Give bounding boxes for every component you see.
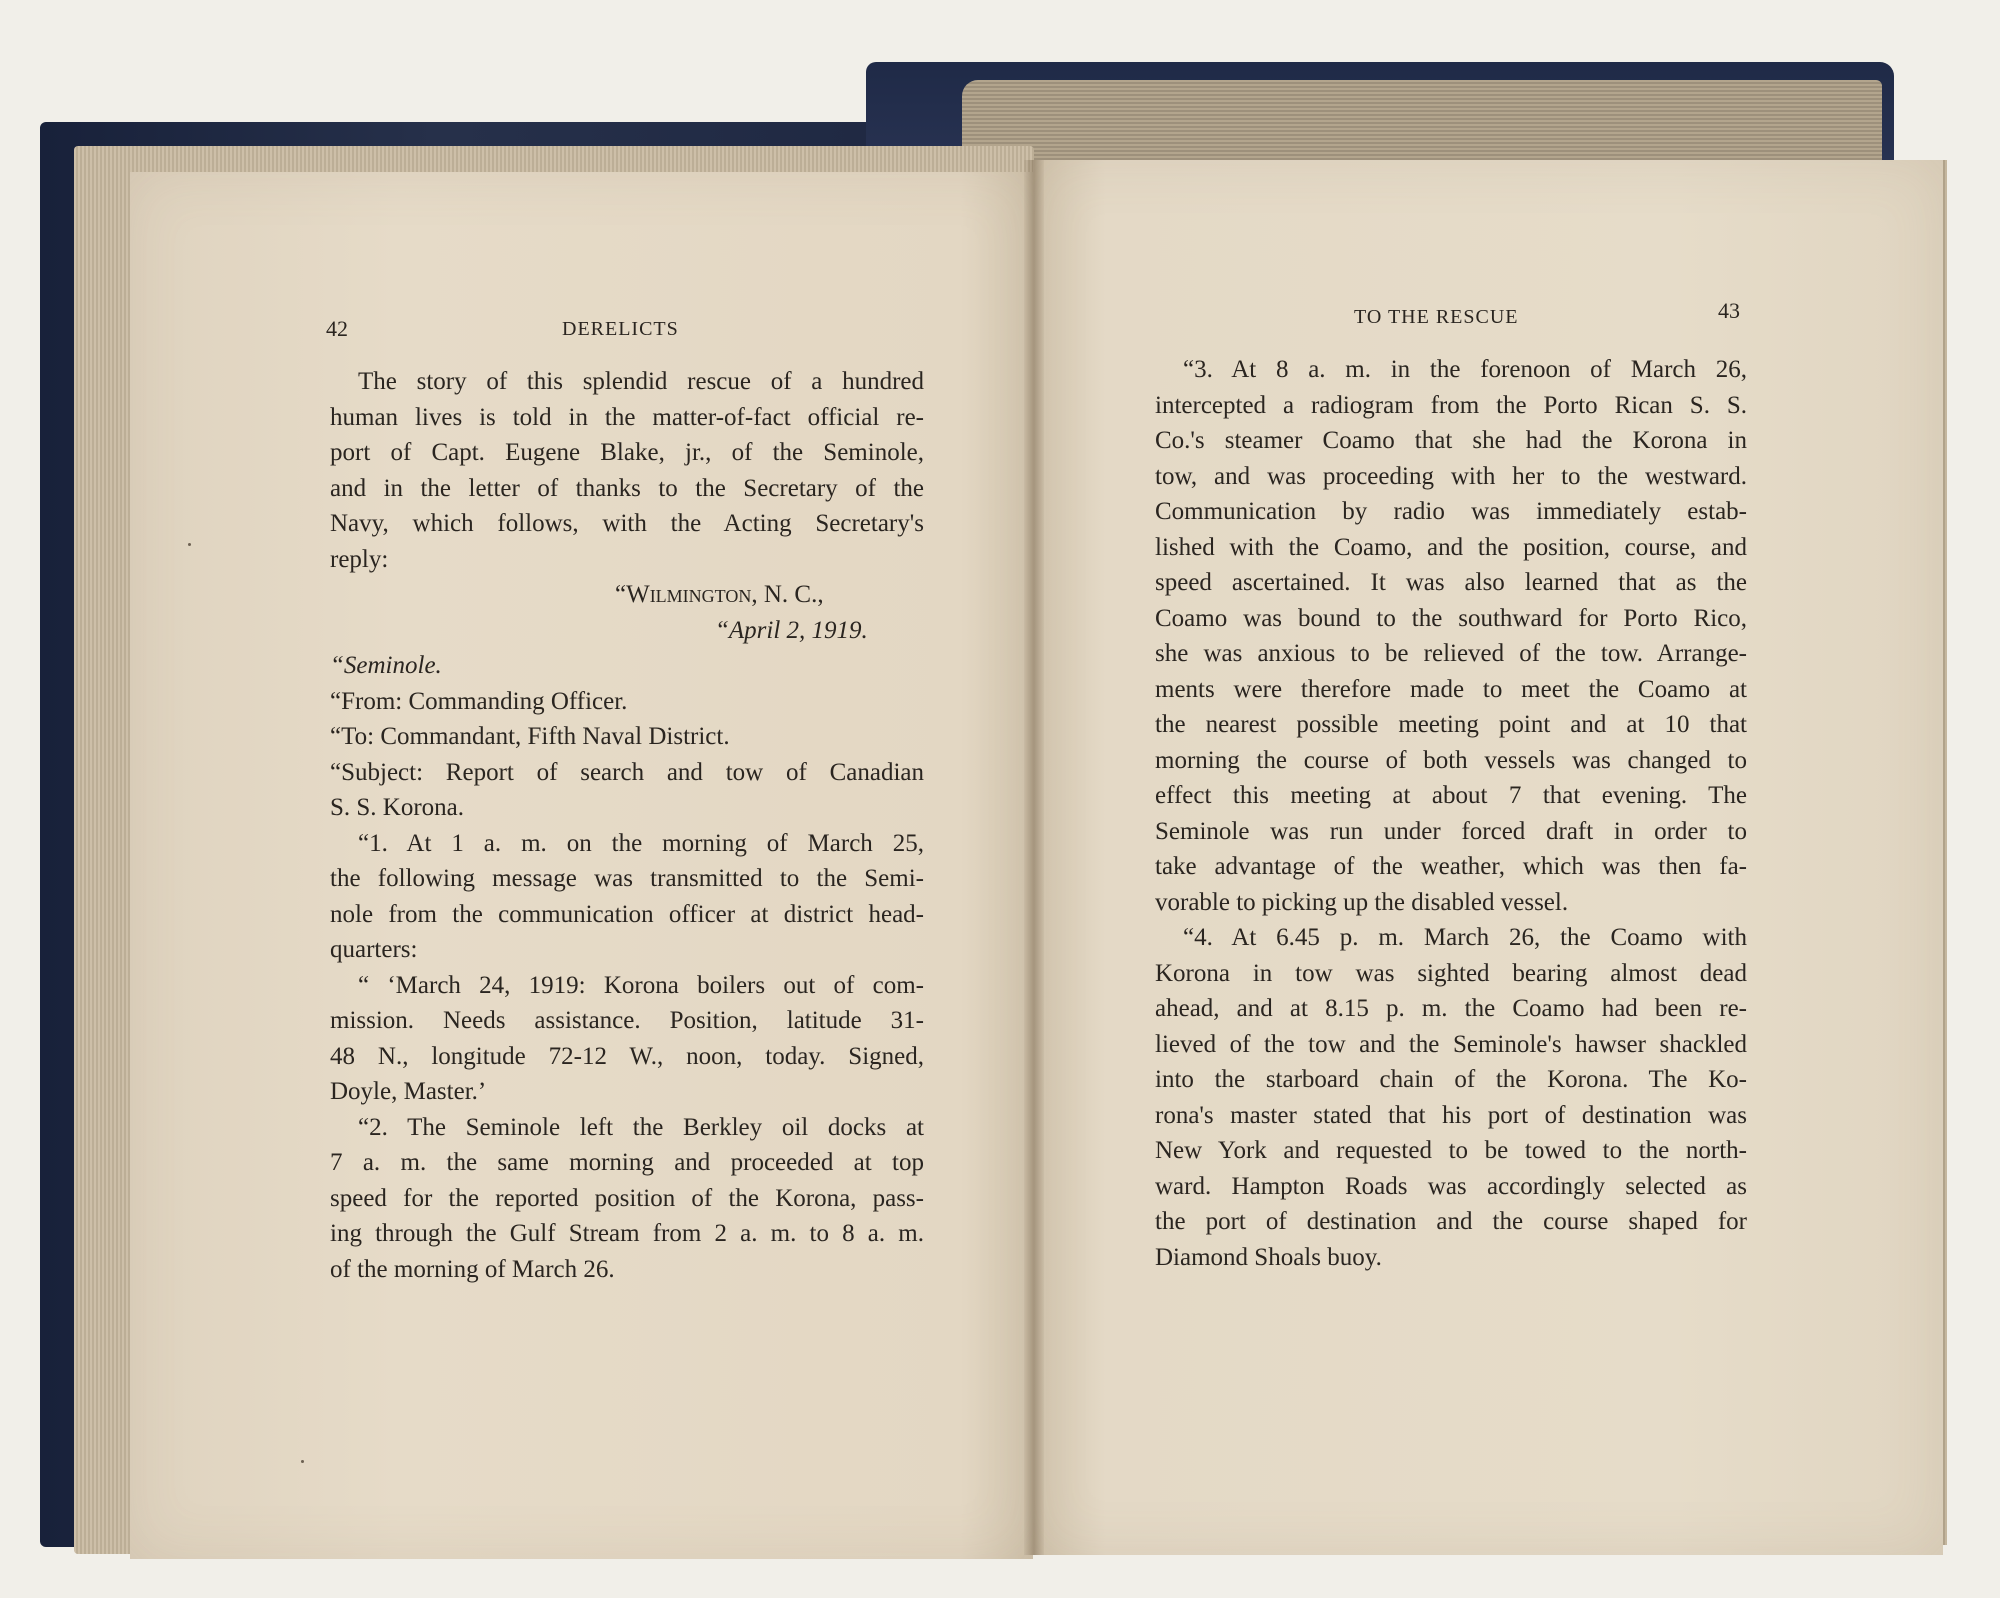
text-line: ahead, and at 8.15 p. m. the Coamo had been re- <box>1155 995 1747 1022</box>
text-line: nole from the communication officer at district head- <box>330 900 924 928</box>
text-line: the nearest possible meeting point and at 10 that <box>1155 711 1747 738</box>
text-line: S. S. Korona. <box>330 794 465 821</box>
text-line: ward. Hampton Roads was accordingly selected as <box>1155 1172 1747 1200</box>
left-running-head: DERELICTS <box>562 318 679 340</box>
text-line: she was anxious to be relieved of the tow. Arrange- <box>1155 640 1747 667</box>
text-line: “ ‘March 24, 1919: Korona boilers out of com- <box>358 971 924 999</box>
text-line: quarters: <box>330 936 418 963</box>
text-line: vorable to picking up the disabled vessel. <box>1155 888 1569 916</box>
text-line: Co.'s steamer Coamo that she had the Korona in <box>1155 427 1747 454</box>
text-line: Doyle, Master.’ <box>330 1078 487 1105</box>
right-running-head: TO THE RESCUE <box>1354 306 1519 328</box>
text-line: Korona in tow was sighted bearing almost dead <box>1155 959 1747 987</box>
text-line: mission. Needs assistance. Position, latitude 31- <box>330 1007 924 1034</box>
text-line: the port of destination and the course shaped for <box>1155 1208 1747 1235</box>
text-line: the following message was transmitted to the Semi- <box>330 865 924 892</box>
text-line: The story of this splendid rescue of a hundred <box>358 368 924 395</box>
text-line: take advantage of the weather, which was then fa- <box>1155 853 1747 880</box>
paper-speck <box>188 543 191 546</box>
text-line: Coamo was bound to the southward for Porto Rico, <box>1155 604 1747 632</box>
right-page-number: 43 <box>1718 298 1740 323</box>
letter-ship: “Seminole. <box>330 652 442 679</box>
text-line: effect this meeting at about 7 that evening. The <box>1155 782 1747 809</box>
letter-place: “Wilmington, N. C., <box>615 581 824 608</box>
text-line: “1. At 1 a. m. on the morning of March 25, <box>358 829 924 857</box>
text-line: intercepted a radiogram from the Porto Rican S. S. <box>1155 391 1747 419</box>
letter-subject: “Subject: Report of search and tow of Canadian <box>330 758 924 786</box>
text-line: “2. The Seminole left the Berkley oil docks at <box>358 1113 924 1141</box>
text-line: “4. At 6.45 p. m. March 26, the Coamo with <box>1183 924 1747 951</box>
page-edges-top <box>962 80 1882 172</box>
text-line: ing through the Gulf Stream from 2 a. m. to 8 a. m. <box>330 1220 924 1247</box>
text-line: 7 a. m. the same morning and proceeded at top <box>330 1149 924 1176</box>
text-line: morning the course of both vessels was changed to <box>1155 746 1747 774</box>
text-line: lieved of the tow and the Seminole's hawser shackled <box>1155 1030 1747 1058</box>
letter-date: “April 2, 1919. <box>715 616 868 644</box>
text-line: and in the letter of thanks to the Secretary of the <box>330 474 924 502</box>
text-line: Communication by radio was immediately estab- <box>1155 498 1747 525</box>
book-gutter <box>1024 160 1044 1555</box>
right-page-text <box>1155 352 1747 1275</box>
text-line: speed ascertained. It was also learned that as the <box>1155 569 1747 596</box>
letter-to: “To: Commandant, Fifth Naval District. <box>330 723 730 750</box>
text-line: port of Capt. Eugene Blake, jr., of the Seminole, <box>330 439 924 466</box>
text-line: of the morning of March 26. <box>330 1255 615 1283</box>
text-line: Seminole was run under forced draft in order to <box>1155 817 1747 845</box>
text-line: Navy, which follows, with the Acting Secretary's <box>330 510 924 537</box>
paper-speck <box>301 1460 304 1463</box>
letter-from: “From: Commanding Officer. <box>330 687 628 715</box>
text-line: tow, and was proceeding with her to the westward. <box>1155 462 1747 490</box>
text-line: lished with the Coamo, and the position, course, and <box>1155 533 1747 561</box>
left-page-number: 42 <box>326 316 348 341</box>
left-page-text <box>330 364 924 1287</box>
text-line: Diamond Shoals buoy. <box>1155 1243 1382 1271</box>
text-line: rona's master stated that his port of destination was <box>1155 1101 1747 1129</box>
text-line: 48 N., longitude 72-12 W., noon, today. Signed, <box>330 1042 924 1070</box>
text-line: “3. At 8 a. m. in the forenoon of March 26, <box>1183 356 1747 383</box>
text-line: ments were therefore made to meet the Coamo at <box>1155 675 1747 703</box>
text-line: New York and requested to be towed to the north- <box>1155 1137 1747 1164</box>
text-line: speed for the reported position of the Korona, pass- <box>330 1184 924 1212</box>
text-line: reply: <box>330 545 389 573</box>
text-line: human lives is told in the matter-of-fact official re- <box>330 403 924 431</box>
text-line: into the starboard chain of the Korona. The Ko- <box>1155 1066 1747 1093</box>
